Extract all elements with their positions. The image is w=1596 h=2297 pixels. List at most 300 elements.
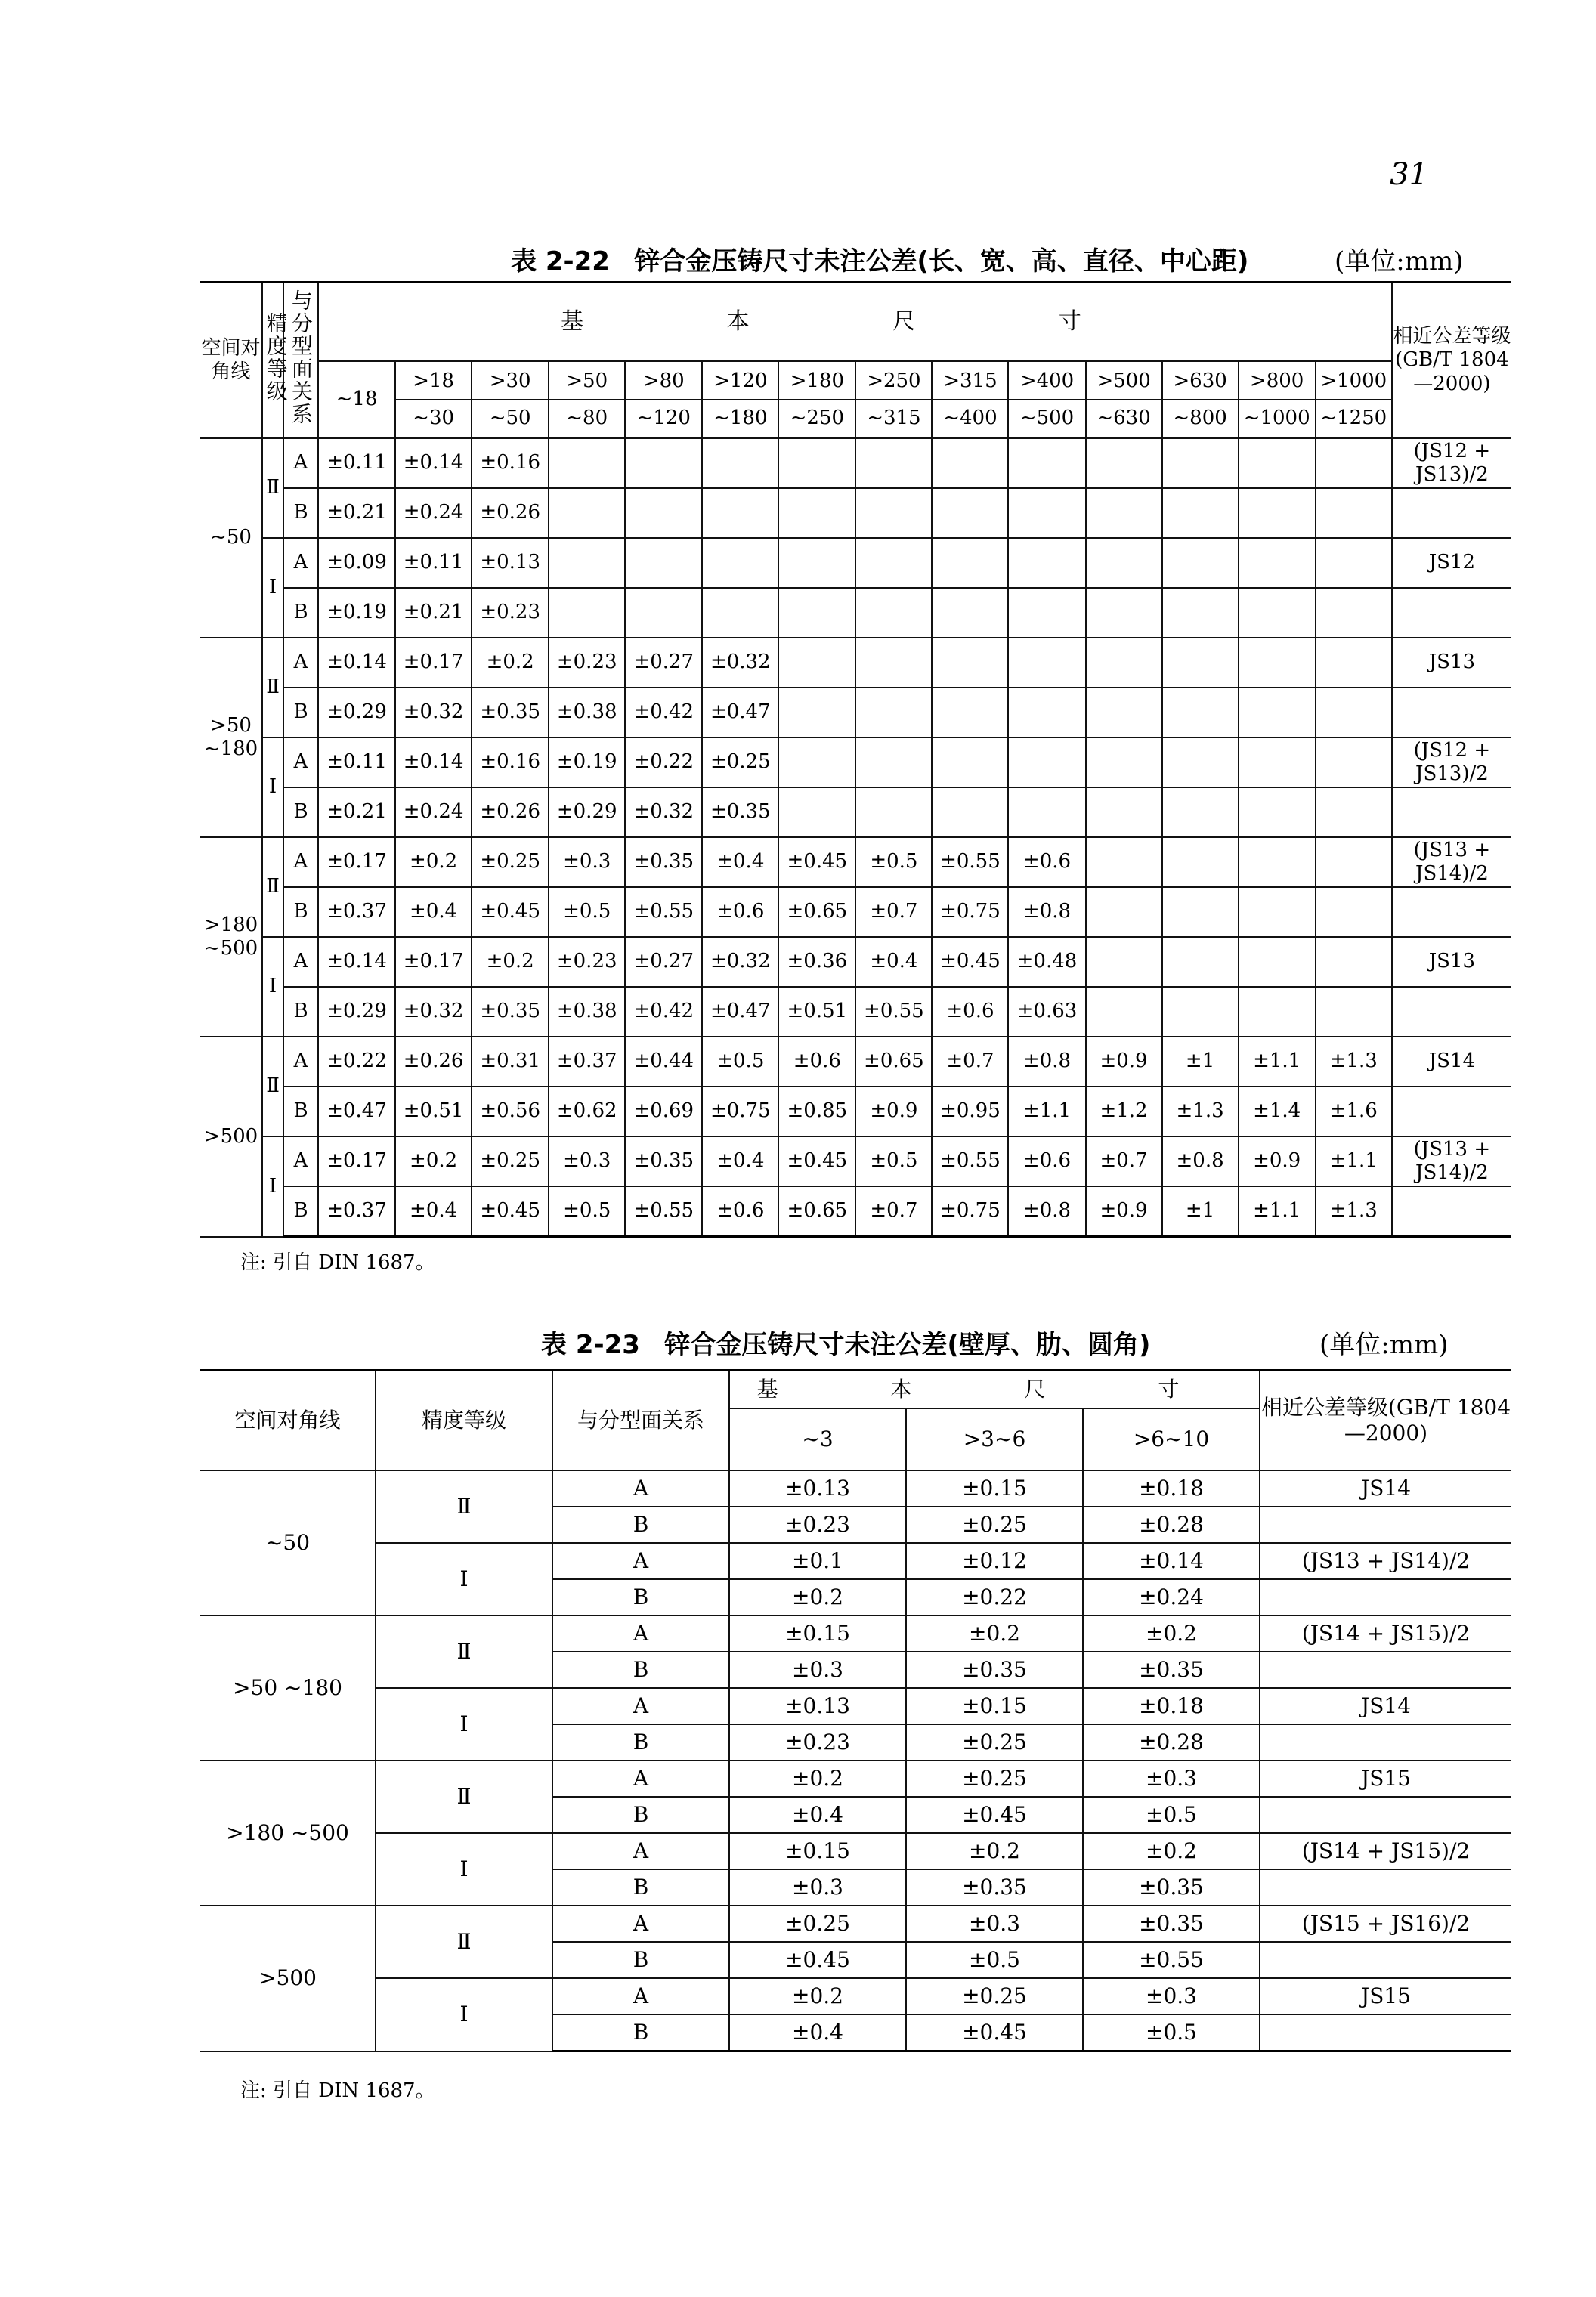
equiv-grade-cell: (JS13 + JS14)/2 [1260,1543,1511,1579]
equiv-grade-cell [1392,488,1511,538]
precision-grade-cell: Ⅱ [376,1470,552,1543]
tolerance-cell: ±0.17 [395,937,472,987]
tolerance-cell [855,538,932,588]
tolerance-cell: ±0.75 [702,1087,778,1136]
tolerance-cell [932,588,1008,638]
precision-grade-cell: Ⅰ [262,1136,283,1237]
tolerance-cell: ±0.5 [549,1186,625,1237]
range-header [932,361,1008,438]
tolerance-cell: ±0.2 [472,638,549,688]
tolerance-cell: ±0.32 [395,688,472,737]
equiv-grade-cell [1260,1507,1511,1543]
tolerance-cell: ±0.11 [395,538,472,588]
tolerance-cell: ±0.4 [395,1186,472,1237]
space-diagonal-cell: >50 ~180 [200,638,262,837]
tolerance-cell: ±0.47 [702,688,778,737]
table-row [200,887,1511,937]
tolerance-cell: ±0.47 [318,1087,395,1136]
range-upper: ~50 [489,407,531,429]
tolerance-cell: ±0.55 [625,1186,702,1237]
tolerance-cell: ±0.37 [318,887,395,937]
equiv-grade-cell: (JS14 + JS15)/2 [1260,1615,1511,1652]
range-header: ~18 [318,361,395,438]
t23-header-basic-size: 基 本 尺 寸 [729,1371,1260,1409]
tolerance-cell: ±0.32 [625,787,702,837]
tolerance-cell: ±0.65 [855,1037,932,1087]
tolerance-cell [702,488,778,538]
tolerance-cell: ±0.45 [906,1797,1083,1833]
tolerance-cell: ±0.5 [702,1037,778,1087]
tolerance-cell: ±0.26 [472,488,549,538]
table-2-23-text: 锌合金压铸尺寸未注公差(壁厚、肋、圆角) [664,1330,1151,1360]
tolerance-cell [855,588,932,638]
tolerance-cell: ±0.23 [549,937,625,987]
tolerance-cell: ±0.45 [778,1136,855,1186]
range-header: >6~10 [1083,1408,1260,1470]
range-header: >3~6 [906,1408,1083,1470]
range-header [778,361,855,438]
header-basic-size: 基 本 尺 寸 [318,283,1392,362]
tolerance-cell [1162,588,1239,638]
tolerance-cell [1008,588,1085,638]
tolerance-cell [1086,887,1162,937]
parting-relation-cell: A [552,1543,729,1579]
equiv-grade-cell [1392,787,1511,837]
tolerance-cell: ±0.18 [1083,1470,1260,1507]
tolerance-cell: ±0.17 [318,837,395,887]
range-upper: ~800 [1173,407,1227,429]
tolerance-cell: ±0.37 [549,1037,625,1087]
tolerance-cell: ±0.5 [855,837,932,887]
tolerance-cell [1086,737,1162,787]
tolerance-cell [1162,987,1239,1037]
table-row [200,1978,1511,2014]
equiv-grade-cell: JS15 [1260,1978,1511,2014]
tolerance-cell: ±0.45 [472,1186,549,1237]
equiv-grade-cell: JS14 [1260,1688,1511,1724]
tolerance-cell: ±0.15 [729,1833,906,1869]
tolerance-cell [1086,488,1162,538]
tolerance-cell [778,538,855,588]
tolerance-cell [778,438,855,488]
tolerance-cell: ±0.2 [395,1136,472,1186]
tolerance-cell [1162,638,1239,688]
t23-header-precision-grade: 精度等级 [376,1371,552,1471]
parting-relation-cell: B [283,887,318,937]
space-diagonal-cell: >180 ~500 [200,1761,376,1906]
tolerance-cell [932,488,1008,538]
tolerance-cell: ±0.23 [729,1724,906,1761]
table-row [200,1906,1511,1942]
tolerance-cell: ±0.8 [1008,887,1085,937]
tolerance-cell: ±0.9 [1086,1186,1162,1237]
header-parting-relation: 与分型面关系 [283,283,318,439]
tolerance-cell: ±0.8 [1008,1037,1085,1087]
equiv-grade-cell: JS14 [1260,1470,1511,1507]
space-diagonal-cell: >500 [200,1037,262,1237]
tolerance-cell: ±0.17 [318,1136,395,1186]
tolerance-cell: ±0.26 [395,1037,472,1087]
tolerance-cell [778,488,855,538]
t23-header-space-diagonal: 空间对角线 [200,1371,376,1471]
tolerance-cell: ±0.65 [778,1186,855,1237]
tolerance-cell: ±0.95 [932,1087,1008,1136]
tolerance-cell [1239,588,1316,638]
tolerance-cell: ±0.27 [625,937,702,987]
tolerance-cell: ±0.13 [729,1688,906,1724]
range-lower: >250 [856,369,931,400]
tolerance-cell: ±0.45 [729,1942,906,1978]
precision-grade-cell: Ⅱ [262,438,283,538]
table-row [200,1761,1511,1797]
tolerance-cell: ±0.3 [1083,1978,1260,2014]
tolerance-cell [702,538,778,588]
page-number: 31 [1390,157,1428,192]
tolerance-cell: ±0.35 [1083,1652,1260,1688]
tolerance-cell: ±0.17 [395,638,472,688]
tolerance-cell [549,588,625,638]
tolerance-cell [932,638,1008,688]
tolerance-cell: ±0.47 [702,987,778,1037]
parting-relation-cell: A [552,1470,729,1507]
equiv-grade-cell [1260,2014,1511,2051]
tolerance-cell [1316,737,1392,787]
tolerance-cell [1316,638,1392,688]
equiv-grade-cell: (JS13 + JS14)/2 [1392,837,1511,887]
tolerance-cell [1162,688,1239,737]
tolerance-cell: ±0.35 [1083,1869,1260,1906]
equiv-grade-cell [1392,1087,1511,1136]
range-header [1008,361,1085,438]
tolerance-cell: ±0.75 [932,887,1008,937]
tolerance-cell: ±0.2 [906,1833,1083,1869]
range-lower: >180 [779,369,855,400]
tolerance-cell: ±0.22 [906,1579,1083,1615]
tolerance-cell [855,688,932,737]
tolerance-cell [1239,688,1316,737]
tolerance-cell [1008,538,1085,588]
tolerance-cell: ±0.35 [472,688,549,737]
tolerance-cell [549,488,625,538]
tolerance-cell [778,588,855,638]
parting-relation-cell: A [283,937,318,987]
space-diagonal-cell: >180 ~500 [200,837,262,1037]
tolerance-cell: ±0.2 [729,1579,906,1615]
tolerance-cell [778,688,855,737]
parting-relation-cell: B [552,1797,729,1833]
parting-relation-cell: A [552,1978,729,2014]
tolerance-cell: ±0.2 [729,1761,906,1797]
tolerance-cell: ±0.62 [549,1087,625,1136]
tolerance-cell: ±0.2 [472,937,549,987]
parting-relation-cell: B [552,1942,729,1978]
tolerance-cell [1086,438,1162,488]
tolerance-cell: ±0.7 [855,887,932,937]
equiv-grade-cell: JS14 [1392,1037,1511,1087]
tolerance-cell: ±0.11 [318,737,395,787]
tolerance-cell [1316,887,1392,937]
tolerance-cell: ±0.25 [729,1906,906,1942]
header-space-diagonal: 空间对角线 [200,283,262,439]
tolerance-cell: ±0.3 [729,1652,906,1688]
tolerance-cell [855,438,932,488]
tolerance-cell [549,538,625,588]
space-diagonal-cell: ~50 [200,1470,376,1615]
tolerance-cell: ±0.35 [906,1869,1083,1906]
tolerance-cell: ±0.2 [729,1978,906,2014]
equiv-grade-cell: (JS12 + JS13)/2 [1392,737,1511,787]
precision-grade-cell: Ⅱ [376,1906,552,1978]
tolerance-cell [1239,538,1316,588]
tolerance-cell [932,787,1008,837]
precision-grade-cell: Ⅰ [376,1978,552,2051]
tolerance-cell: ±1.3 [1162,1087,1239,1136]
tolerance-cell: ±0.32 [702,937,778,987]
tolerance-cell [1316,538,1392,588]
tolerance-cell: ±0.35 [1083,1906,1260,1942]
table-2-23-unit: (单位:mm) [1319,1330,1449,1360]
tolerance-cell [855,488,932,538]
range-header [1162,361,1239,438]
tolerance-cell: ±0.44 [625,1037,702,1087]
tolerance-cell [1086,837,1162,887]
precision-grade-cell: Ⅰ [376,1833,552,1906]
equiv-grade-cell: (JS13 + JS14)/2 [1392,1136,1511,1186]
tolerance-cell [1008,688,1085,737]
range-header: ~3 [729,1408,906,1470]
parting-relation-cell: A [552,1615,729,1652]
tolerance-cell: ±0.38 [549,688,625,737]
range-header [1316,361,1392,438]
tolerance-cell: ±0.22 [318,1037,395,1087]
header-equiv-grade: 相近公差等级(GB/T 1804—2000) [1392,283,1511,439]
tolerance-cell: ±0.6 [932,987,1008,1037]
tolerance-cell [1316,438,1392,488]
range-header [702,361,778,438]
tolerance-cell: ±0.1 [729,1543,906,1579]
range-header [549,361,625,438]
tolerance-cell: ±0.9 [1239,1136,1316,1186]
tolerance-cell: ±0.15 [906,1688,1083,1724]
parting-relation-cell: A [283,1136,318,1186]
tolerance-cell [1239,937,1316,987]
tolerance-cell: ±0.8 [1008,1186,1085,1237]
parting-relation-cell: B [552,1869,729,1906]
tolerance-cell: ±0.45 [932,937,1008,987]
table-row [200,1543,1511,1579]
table-row [200,787,1511,837]
tolerance-cell: ±0.4 [702,837,778,887]
tolerance-cell [1162,538,1239,588]
tolerance-cell: ±0.35 [472,987,549,1037]
tolerance-cell: ±0.7 [1086,1136,1162,1186]
tolerance-cell: ±0.6 [702,1186,778,1237]
tolerance-cell: ±0.63 [1008,987,1085,1037]
tolerance-cell [1162,787,1239,837]
tolerance-cell: ±0.3 [906,1906,1083,1942]
tolerance-cell: ±0.4 [702,1136,778,1186]
parting-relation-cell: B [552,1724,729,1761]
range-lower: >80 [626,369,701,400]
tolerance-cell [1239,737,1316,787]
tolerance-cell: ±0.35 [625,837,702,887]
tolerance-cell [549,438,625,488]
tolerance-cell: ±0.18 [1083,1688,1260,1724]
equiv-grade-cell [1392,987,1511,1037]
tolerance-cell [1162,837,1239,887]
range-header [472,361,549,438]
tolerance-cell: ±0.26 [472,787,549,837]
tolerance-cell [1316,787,1392,837]
precision-grade-cell: Ⅰ [262,937,283,1037]
tolerance-cell: ±0.42 [625,688,702,737]
tolerance-cell: ±0.55 [1083,1942,1260,1978]
tolerance-cell: ±0.32 [395,987,472,1037]
tolerance-cell: ±0.27 [625,638,702,688]
range-upper: ~120 [636,407,691,429]
tolerance-cell: ±1 [1162,1186,1239,1237]
parting-relation-cell: B [283,1186,318,1237]
precision-grade-cell: Ⅰ [376,1688,552,1761]
tolerance-cell [1316,937,1392,987]
table-row [200,1615,1511,1652]
tolerance-cell [625,538,702,588]
parting-relation-cell: A [283,837,318,887]
tolerance-cell: ±0.42 [625,987,702,1037]
tolerance-cell [625,438,702,488]
parting-relation-cell: A [283,1037,318,1087]
parting-relation-cell: A [552,1761,729,1797]
tolerance-cell: ±0.32 [702,638,778,688]
parting-relation-cell: B [283,588,318,638]
tolerance-cell [1316,488,1392,538]
tolerance-cell: ±0.25 [906,1507,1083,1543]
range-upper: ~1250 [1320,407,1387,429]
parting-relation-cell: B [283,787,318,837]
tolerance-cell: ±1.2 [1086,1087,1162,1136]
tolerance-cell: ±0.14 [395,737,472,787]
tolerance-cell: ±0.4 [855,937,932,987]
tolerance-cell [1162,438,1239,488]
tolerance-cell [855,737,932,787]
tolerance-cell [1008,737,1085,787]
equiv-grade-cell: JS12 [1392,538,1511,588]
parting-relation-cell: B [283,987,318,1037]
equiv-grade-cell [1392,887,1511,937]
table-row [200,1087,1511,1136]
tolerance-cell [1316,588,1392,638]
tolerance-cell [1086,987,1162,1037]
tolerance-cell: ±0.24 [1083,1579,1260,1615]
range-lower: >30 [472,369,548,400]
tolerance-cell: ±0.16 [472,438,549,488]
parting-relation-cell: A [283,438,318,488]
range-lower: >315 [933,369,1007,400]
tolerance-cell [1008,638,1085,688]
tolerance-cell: ±0.19 [549,737,625,787]
precision-grade-cell: Ⅰ [376,1543,552,1615]
tolerance-cell: ±0.3 [1083,1761,1260,1797]
parting-relation-cell: B [552,1652,729,1688]
t23-header-parting-relation: 与分型面关系 [552,1371,729,1471]
table-row [200,1470,1511,1507]
tolerance-cell [778,787,855,837]
tolerance-cell: ±0.28 [1083,1507,1260,1543]
range-upper: ~30 [413,407,455,429]
range-upper: ~250 [790,407,845,429]
tolerance-cell [1162,488,1239,538]
precision-grade-cell: Ⅰ [262,538,283,638]
tolerance-cell [1086,588,1162,638]
tolerance-cell: ±0.65 [778,887,855,937]
header-precision-grade: 精度等级 [262,283,283,439]
equiv-grade-cell [1260,1797,1511,1833]
parting-relation-cell: B [283,688,318,737]
tolerance-cell: ±0.16 [472,737,549,787]
tolerance-cell [1239,638,1316,688]
tolerance-cell: ±0.55 [932,837,1008,887]
table-row [200,438,1511,488]
tolerance-cell: ±0.25 [906,1761,1083,1797]
parting-relation-cell: A [552,1833,729,1869]
parting-relation-cell: B [552,1507,729,1543]
range-upper: ~80 [566,407,608,429]
tolerance-cell: ±1.3 [1316,1037,1392,1087]
tolerance-cell: ±0.56 [472,1087,549,1136]
precision-grade-cell: Ⅱ [262,638,283,737]
tolerance-cell: ±0.14 [1083,1543,1260,1579]
precision-grade-cell: Ⅱ [262,1037,283,1136]
tolerance-cell: ±0.21 [318,787,395,837]
table-row [200,1688,1511,1724]
range-header [1239,361,1316,438]
tolerance-cell: ±0.9 [1086,1037,1162,1087]
range-lower: >120 [703,369,778,400]
parting-relation-cell: A [283,638,318,688]
equiv-grade-cell [1260,1869,1511,1906]
table-row [200,488,1511,538]
tolerance-cell [1162,737,1239,787]
table-2-23-title [541,1324,1150,1361]
range-lower: >1000 [1316,369,1391,400]
space-diagonal-cell: ~50 [200,438,262,638]
tolerance-cell [1086,538,1162,588]
equiv-grade-cell [1392,1186,1511,1237]
parting-relation-cell: A [283,538,318,588]
tolerance-cell [625,588,702,638]
tolerance-cell: ±0.6 [1008,837,1085,887]
tolerance-cell [1008,438,1085,488]
table-row [200,588,1511,638]
table-2-22-text: 锌合金压铸尺寸未注公差(长、宽、高、直径、中心距) [634,246,1249,277]
tolerance-cell: ±0.2 [1083,1615,1260,1652]
table-row [200,538,1511,588]
tolerance-cell: ±0.7 [855,1186,932,1237]
tolerance-cell: ±1.6 [1316,1087,1392,1136]
tolerance-cell [625,488,702,538]
tolerance-cell: ±0.14 [395,438,472,488]
tolerance-cell [1239,837,1316,887]
tolerance-cell: ±0.69 [625,1087,702,1136]
tolerance-cell: ±0.45 [472,887,549,937]
tolerance-cell: ±0.14 [318,638,395,688]
tolerance-cell: ±0.11 [318,438,395,488]
tolerance-cell [1008,787,1085,837]
table-2-22-caption [224,240,1508,278]
range-upper: ~400 [943,407,998,429]
range-lower: >800 [1239,369,1315,400]
tolerance-cell [1239,488,1316,538]
